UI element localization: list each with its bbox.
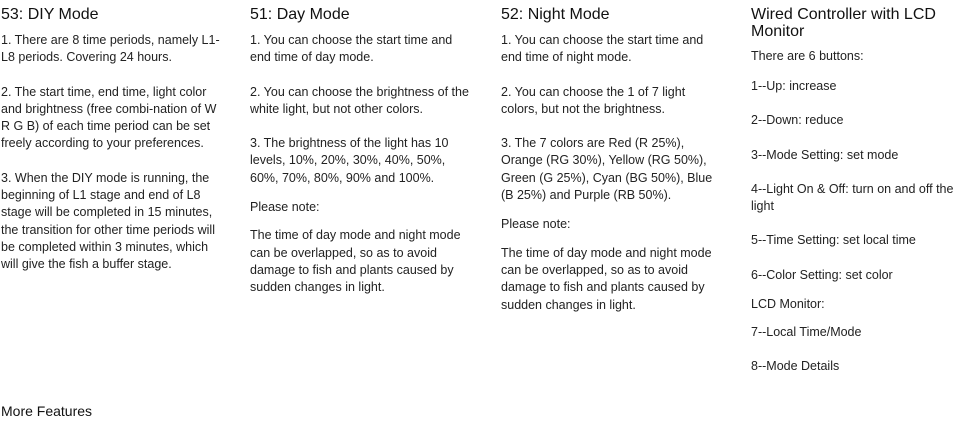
diy-mode-title: 53: DIY Mode [1, 6, 99, 23]
button-item-up: 1--Up: increase [751, 79, 837, 93]
night-mode-section [501, 6, 723, 331]
more-features-heading: More Features [1, 403, 93, 419]
controller-section [751, 6, 967, 393]
lcd-item-local-time: 7--Local Time/Mode [751, 325, 862, 340]
buttons-lead: There are 6 buttons: [751, 49, 864, 63]
day-mode-note-text: The time of day mode and night mode can be overlapped, so as to avoid damage to fish and plants caused by sudden changes in light. [250, 228, 461, 295]
night-mode-note-label: Please note: [501, 217, 571, 232]
lcd-monitor-label: LCD Monitor: [751, 297, 825, 312]
diy-mode-point-1: 1. There are 8 time periods, namely L1-L8 periods. Covering 24 hours. [1, 33, 220, 65]
day-mode-section [250, 6, 472, 314]
button-item-color: 6--Color Setting: set color [751, 267, 893, 282]
night-mode-point-3: 3. The 7 colors are Red (R 25%), Orange (RG 30%), Yellow (RG 50%), Green (G 25%), Cyan (BG 50%), Blue (B 25%) and Purple (RB 50%). [501, 136, 713, 203]
night-mode-note-text: The time of day mode and night mode can be overlapped, so as to avoid damage to fish and plants caused by sudden changes in light. [501, 245, 712, 312]
diy-mode-point-2: 2. The start time, end time, light color and brightness (free combi-nation of W R G B) of each time period can be set freely according to your preferences. [1, 84, 217, 151]
button-item-light: 4--Light On & Off: turn on and off the light [751, 181, 954, 214]
night-mode-point-2: 2. You can choose the 1 of 7 light colors, but not the brightness. [501, 84, 686, 116]
day-mode-point-2: 2. You can choose the brightness of the white light, but not other colors. [250, 84, 469, 116]
button-item-mode: 3--Mode Setting: set mode [751, 147, 899, 162]
diy-mode-point-3: 3. When the DIY mode is running, the beginning of L1 stage and end of L8 stage will be completed in 15 minutes, the transition for other time periods will be completed within 3 minutes, which will give the fish a buffer stage. [1, 170, 215, 272]
controller-title: Wired Controller with LCD Monitor [751, 6, 936, 40]
button-item-time: 5--Time Setting: set local time [751, 233, 916, 248]
lcd-item-mode-details: 8--Mode Details [751, 359, 840, 374]
night-mode-title: 52: Night Mode [501, 6, 610, 23]
day-mode-title: 51: Day Mode [250, 6, 350, 23]
diy-mode-section [1, 6, 223, 291]
night-mode-point-1: 1. You can choose the start time and end time of night mode. [501, 33, 704, 65]
day-mode-note-label: Please note: [250, 200, 320, 215]
button-item-down: 2--Down: reduce [751, 113, 844, 128]
day-mode-point-3: 3. The brightness of the light has 10 levels, 10%, 20%, 30%, 40%, 50%, 60%, 70%, 80%, 90% and 100%. [250, 136, 449, 185]
day-mode-point-1: 1. You can choose the start time and end time of day mode. [250, 33, 453, 65]
